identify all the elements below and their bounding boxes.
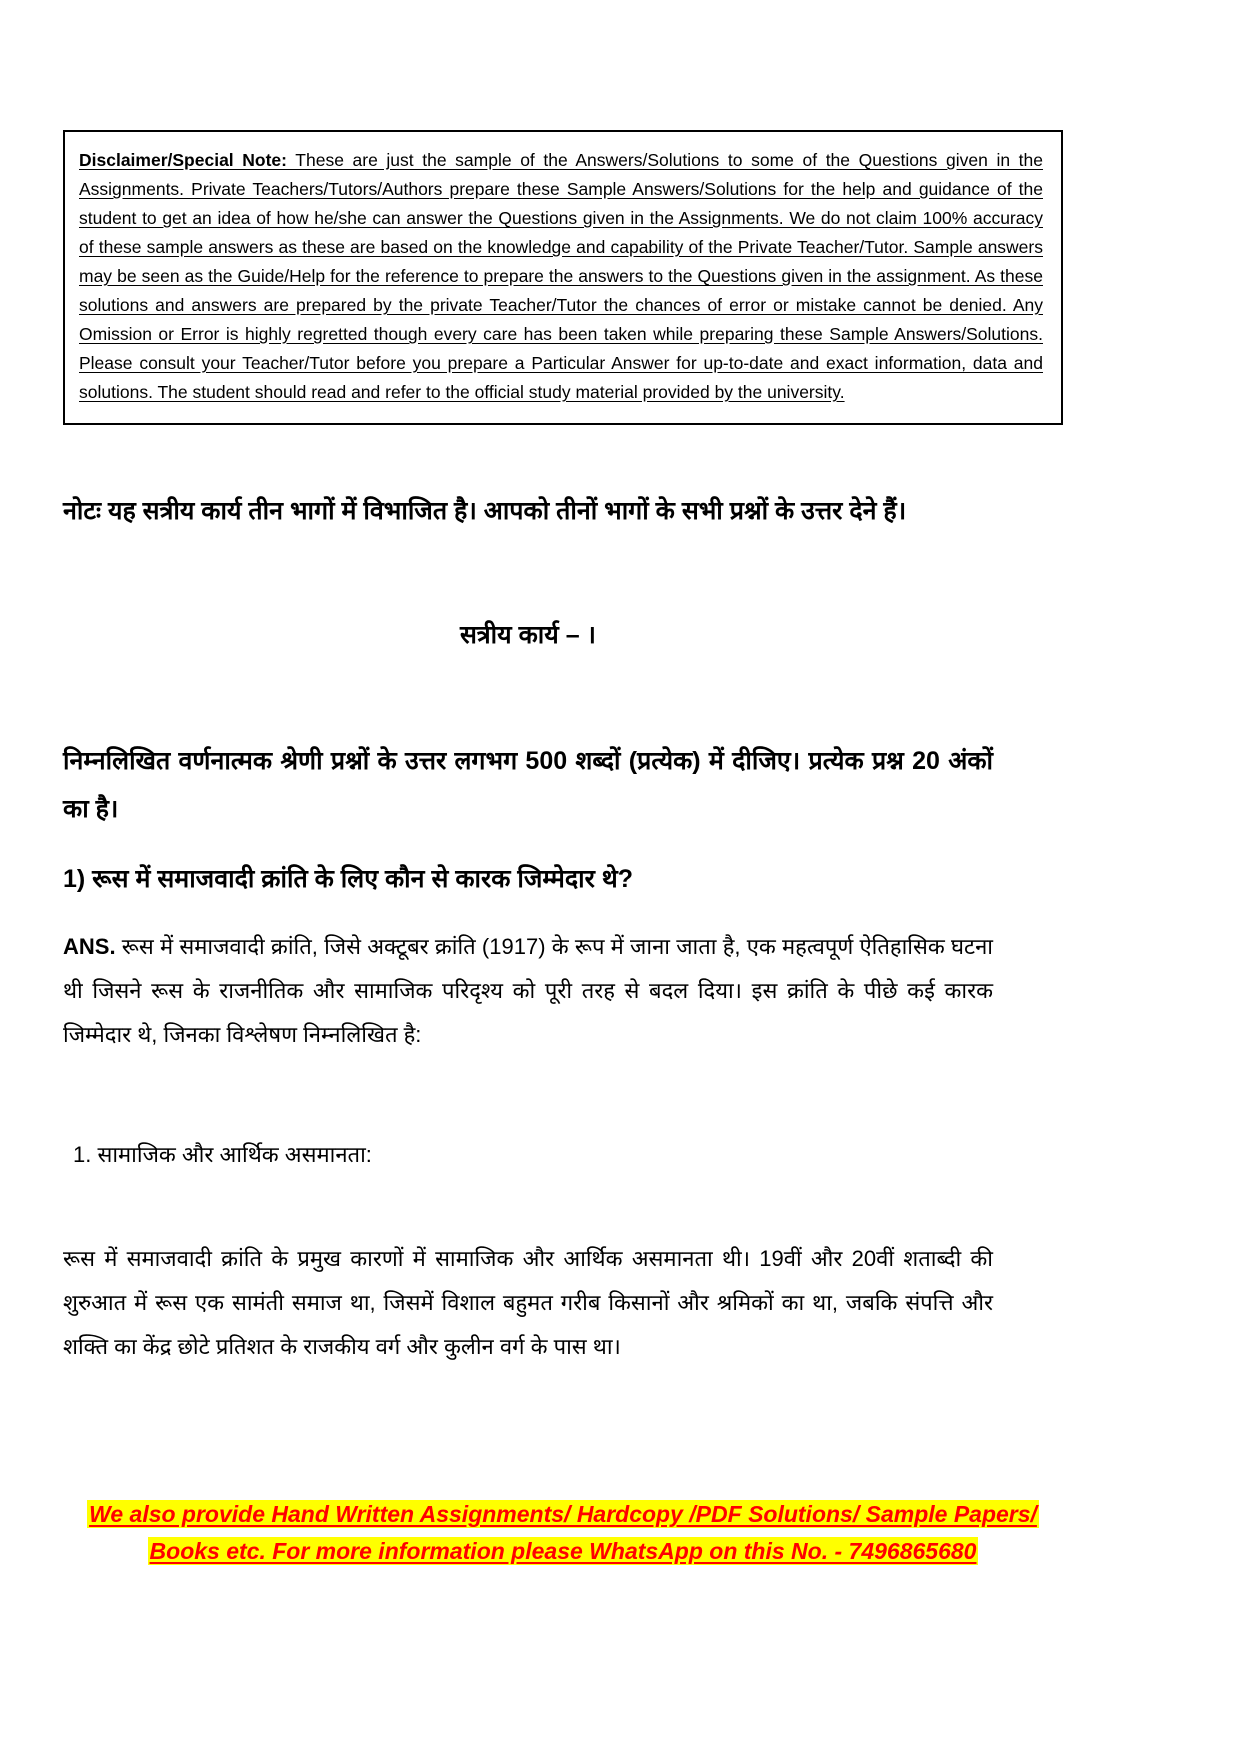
disclaimer-box [63,130,1063,425]
instructions-text: निम्नलिखित वर्णनात्मक श्रेणी प्रश्नों के उत्तर लगभग 500 शब्दों (प्रत्येक) में दीजिए। प्रत्येक प्रश्न 20 अंकों का है। [63,747,993,823]
footer-promo [63,1496,1063,1570]
answer-point-1-heading: 1. सामाजिक और आर्थिक असमानता: [73,1142,372,1167]
answer-intro-paragraph [63,925,993,1057]
assignment-note: नोटः यह सत्रीय कार्य तीन भागों में विभाजित है। आपको तीनों भागों के सभी प्रश्नों के उत्तर देने हैं। [63,497,907,525]
answer-point-1-body: रूस में समाजवादी क्रांति के प्रमुख कारणों में सामाजिक और आर्थिक असमानता थी। 19वीं और 20वीं शताब्दी की शुरुआत में रूस एक सामंती समाज था, जिसमें विशाल बहुमत गरीब किसानों और श्रमिकों का था, जबकि संपत्ति और शक्ति का केंद्र छोटे प्रतिशत के राजकीय वर्ग और कुलीन वर्ग के पास था। [63,1246,993,1359]
section-title: सत्रीय कार्य – । [459,621,597,649]
disclaimer-body: These are just the sample of the Answers/Solutions to some of the Questions given in the Assignments. Private Teachers/Tutors/Authors prepare these Sample Answers/Solutions for the help and guidance of the student to get an idea of how he/she can answer the Questions given in the Assignments. We do not claim 100% accuracy of these sample answers as these are based on the knowledge and capability of the Private Teacher/Tutor. Sample answers may be seen as the Guide/Help for the reference to prepare the answers to the Questions given in the assignment. As these solutions and answers are prepared by the private Teacher/Tutor the chances of error or mistake cannot be denied. Any Omission or Error is highly regretted though every care has been taken while preparing these Sample Answers/Solutions. Please consult your Teacher/Tutor before you prepare a Particular Answer for up-to-date and exact information, data and solutions. The student should read and refer to the official study material provided by the university. [79,150,1044,402]
disclaimer-text [79,146,1043,407]
footer-promo-text: We also provide Hand Written Assignments/ Hardcopy /PDF Solutions/ Sample Papers/ Books etc. For more information please WhatsApp on this No. - 7496865680 [89,1501,1037,1564]
answer-label: ANS. [63,934,116,959]
answer-intro-text: रूस में समाजवादी क्रांति, जिसे अक्टूबर क्रांति (1917) के रूप में जाना जाता है, एक महत्वपूर्ण ऐतिहासिक घटना थी जिसने रूस के राजनीतिक और सामाजिक परिदृश्य को पूरी तरह से बदल दिया। इस क्रांति के पीछे कई कारक जिम्मेदार थे, जिनका विश्लेषण निम्नलिखित है: [63,934,993,1047]
disclaimer-label: Disclaimer/Special Note: [79,150,287,170]
question-1-heading: 1) रूस में समाजवादी क्रांति के लिए कौन से कारक जिम्मेदार थे? [63,865,633,893]
